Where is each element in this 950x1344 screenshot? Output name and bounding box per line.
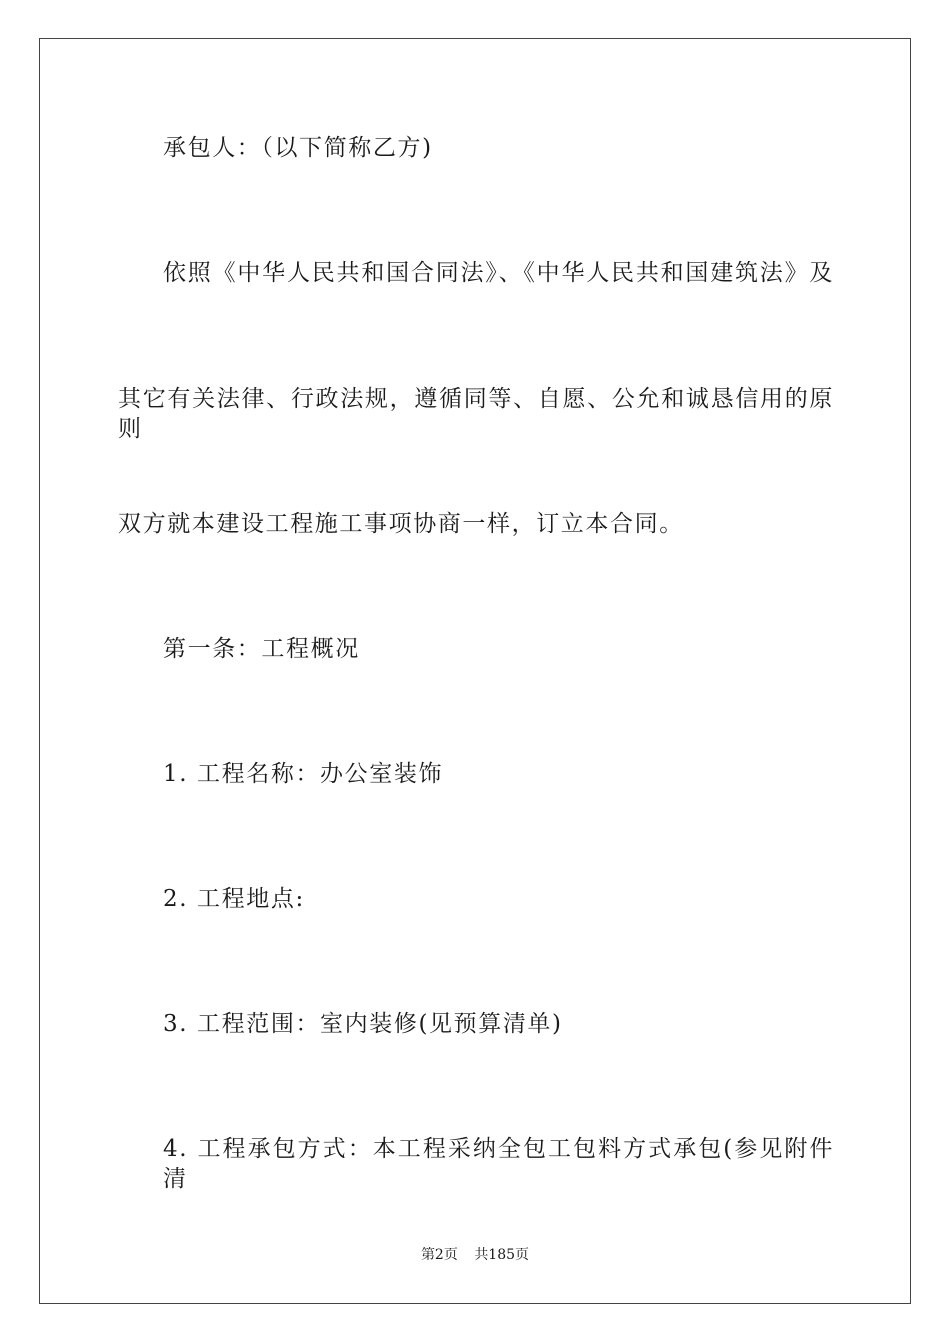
- page-total: 共185页: [474, 1247, 530, 1263]
- page-number: 第2页: [420, 1247, 458, 1263]
- project-scope-item: 3. 工程范围：室内装修(见预算清单): [163, 1011, 563, 1037]
- page-footer: [0, 1246, 950, 1264]
- contractor-b-line: 承包人：（以下简称乙方): [163, 135, 433, 161]
- page-border: [39, 38, 911, 1304]
- basis-paragraph-line-1: 依照《中华人民共和国合同法》、《中华人民共和国建筑法》及: [163, 260, 834, 286]
- contract-method-item: 4. 工程承包方式：本工程采纳全包工包料方式承包(参见附件清: [163, 1136, 834, 1192]
- basis-paragraph-line-3: 双方就本建设工程施工事项协商一样，订立本合同。: [118, 511, 684, 537]
- project-location-item: 2. 工程地点:: [163, 886, 305, 912]
- basis-paragraph-line-2: 其它有关法律、行政法规，遵循同等、自愿、公允和诚恳信用的原则: [118, 386, 834, 442]
- project-name-item: 1. 工程名称：办公室装饰: [163, 761, 444, 787]
- article-one-heading: 第一条：工程概况: [163, 636, 360, 662]
